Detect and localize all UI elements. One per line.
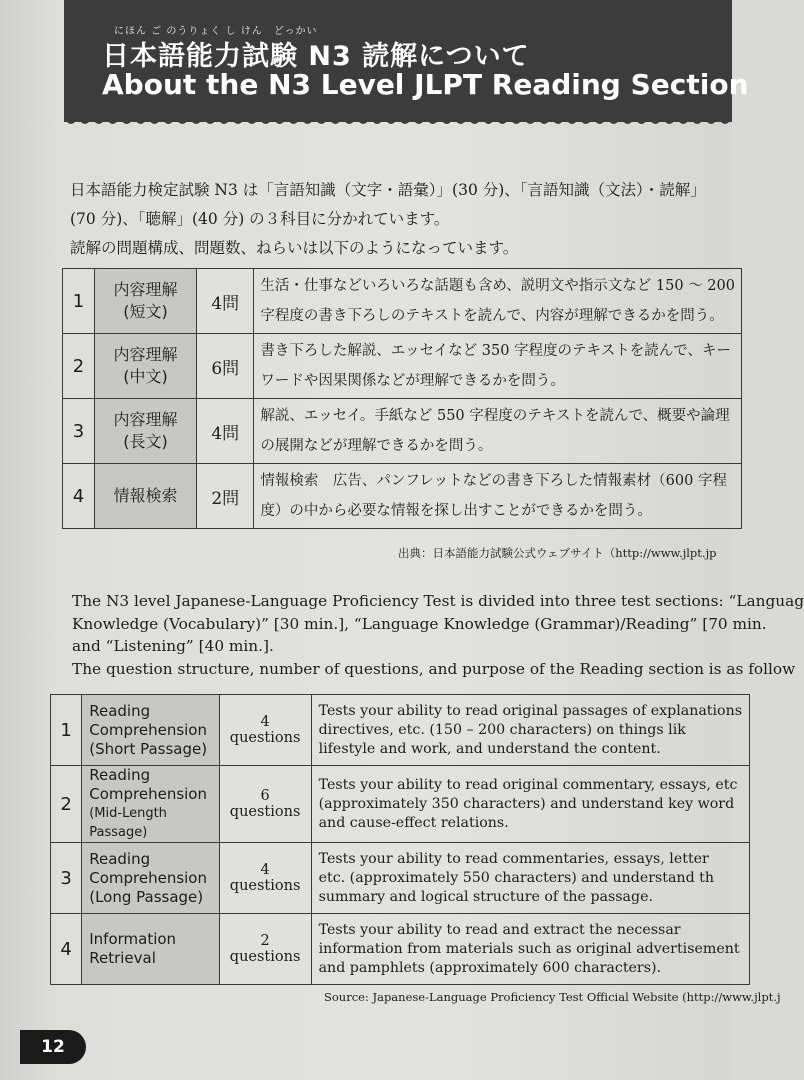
en-intro-line: Knowledge (Vocabulary)” [30 min.], “Language Knowledge (Grammar)/Reading” [70 min. xyxy=(72,614,767,633)
section-description: Tests your ability to read original commentary, essays, etc (approximately 350 characters) and understand key word and cause-effect relations. xyxy=(311,766,749,843)
question-count: 4問 xyxy=(197,269,254,334)
question-count: 4 questions xyxy=(219,695,311,766)
en-intro-line: and “Listening” [40 min.]. xyxy=(72,637,274,655)
english-reading-table xyxy=(50,694,750,985)
table-row xyxy=(51,843,750,914)
section-description: Tests your ability to read and extract the necessar information from materials such as original advertisement and pamphlets (approximately 600 characters). xyxy=(311,914,749,985)
english-intro xyxy=(72,590,804,680)
section-description: 解説、エッセイ。手紙など 550 字程度のテキストを読んで、概要や論理 の展開などが理解できるかを問う。 xyxy=(254,399,742,464)
question-count: 4 questions xyxy=(219,843,311,914)
japanese-source-note: 出典：日本語能力試験公式ウェブサイト（http://www.jlpt.jp xyxy=(398,546,717,560)
page-number-tab: 12 xyxy=(20,1030,86,1064)
table-row xyxy=(63,334,742,399)
row-number: 4 xyxy=(63,464,95,529)
jp-intro-line: (70 分)、「聴解」(40 分) の３科目に分かれています。 xyxy=(70,210,450,228)
section-type: 内容理解 (短文) xyxy=(94,269,196,334)
section-description: 書き下ろした解説、エッセイなど 350 字程度のテキストを読んで、キー ワードや因果関係などが理解できるかを問う。 xyxy=(254,334,742,399)
row-number: 2 xyxy=(51,766,82,843)
row-number: 1 xyxy=(63,269,95,334)
question-count: 6 questions xyxy=(219,766,311,843)
japanese-intro xyxy=(70,176,760,263)
question-count: 6問 xyxy=(197,334,254,399)
section-type: Reading Comprehension (Mid-Length Passage) xyxy=(82,766,219,843)
section-type: Reading Comprehension (Short Passage) xyxy=(82,695,219,766)
question-count: 2問 xyxy=(197,464,254,529)
japanese-reading-table xyxy=(62,268,742,529)
section-type: 情報検索 xyxy=(94,464,196,529)
table-row xyxy=(51,766,750,843)
english-source-note: Source: Japanese-Language Proficiency Test Official Website (http://www.jlpt.j xyxy=(324,990,781,1004)
title-furigana: にほん ご のうりょく し けん どっかい xyxy=(114,26,318,37)
section-type: 内容理解 (中文) xyxy=(94,334,196,399)
english-title: About the N3 Level JLPT Reading Section xyxy=(102,68,749,101)
row-number: 1 xyxy=(51,695,82,766)
table-row xyxy=(51,914,750,985)
jp-intro-line: 日本語能力検定試験 N3 は「言語知識（文字・語彙）」(30 分)、「言語知識（文法）・読解」 xyxy=(70,181,706,199)
section-description: Tests your ability to read commentaries, essays, letter etc. (approximately 550 characters) and understand th summary and logical structure of the passage. xyxy=(311,843,749,914)
row-number: 3 xyxy=(63,399,95,464)
banner-scallop-edge xyxy=(64,112,732,130)
row-number: 4 xyxy=(51,914,82,985)
en-intro-line: The N3 level Japanese-Language Proficiency Test is divided into three test sections: “Languag xyxy=(72,592,804,610)
header-banner xyxy=(64,0,749,122)
section-type: Information Retrieval xyxy=(82,914,219,985)
section-description: Tests your ability to read original passages of explanations directives, etc. (150 – 200 characters) on things lik lifestyle and work, and understand the content. xyxy=(311,695,749,766)
table-row xyxy=(63,464,742,529)
table-row xyxy=(63,399,742,464)
jp-intro-line: 読解の問題構成、問題数、ねらいは以下のようになっています。 xyxy=(70,239,519,257)
row-number: 2 xyxy=(63,334,95,399)
section-type: Reading Comprehension (Long Passage) xyxy=(82,843,219,914)
table-row xyxy=(63,269,742,334)
question-count: 2 questions xyxy=(219,914,311,985)
section-type: 内容理解 (長文) xyxy=(94,399,196,464)
row-number: 3 xyxy=(51,843,82,914)
section-description: 情報検索 広告、パンフレットなどの書き下ろした情報素材（600 字程 度）の中から必要な情報を探し出すことができるかを問う。 xyxy=(254,464,742,529)
japanese-title: 日本語能力試験 N3 読解について xyxy=(102,41,530,72)
section-description: 生活・仕事などいろいろな話題も含め、説明文や指示文など 150 ～ 200 字程度の書き下ろしのテキストを読んで、内容が理解できるかを問う。 xyxy=(254,269,742,334)
en-intro-line: The question structure, number of questions, and purpose of the Reading section is as follow xyxy=(72,659,796,678)
question-count: 4問 xyxy=(197,399,254,464)
table-row xyxy=(51,695,750,766)
